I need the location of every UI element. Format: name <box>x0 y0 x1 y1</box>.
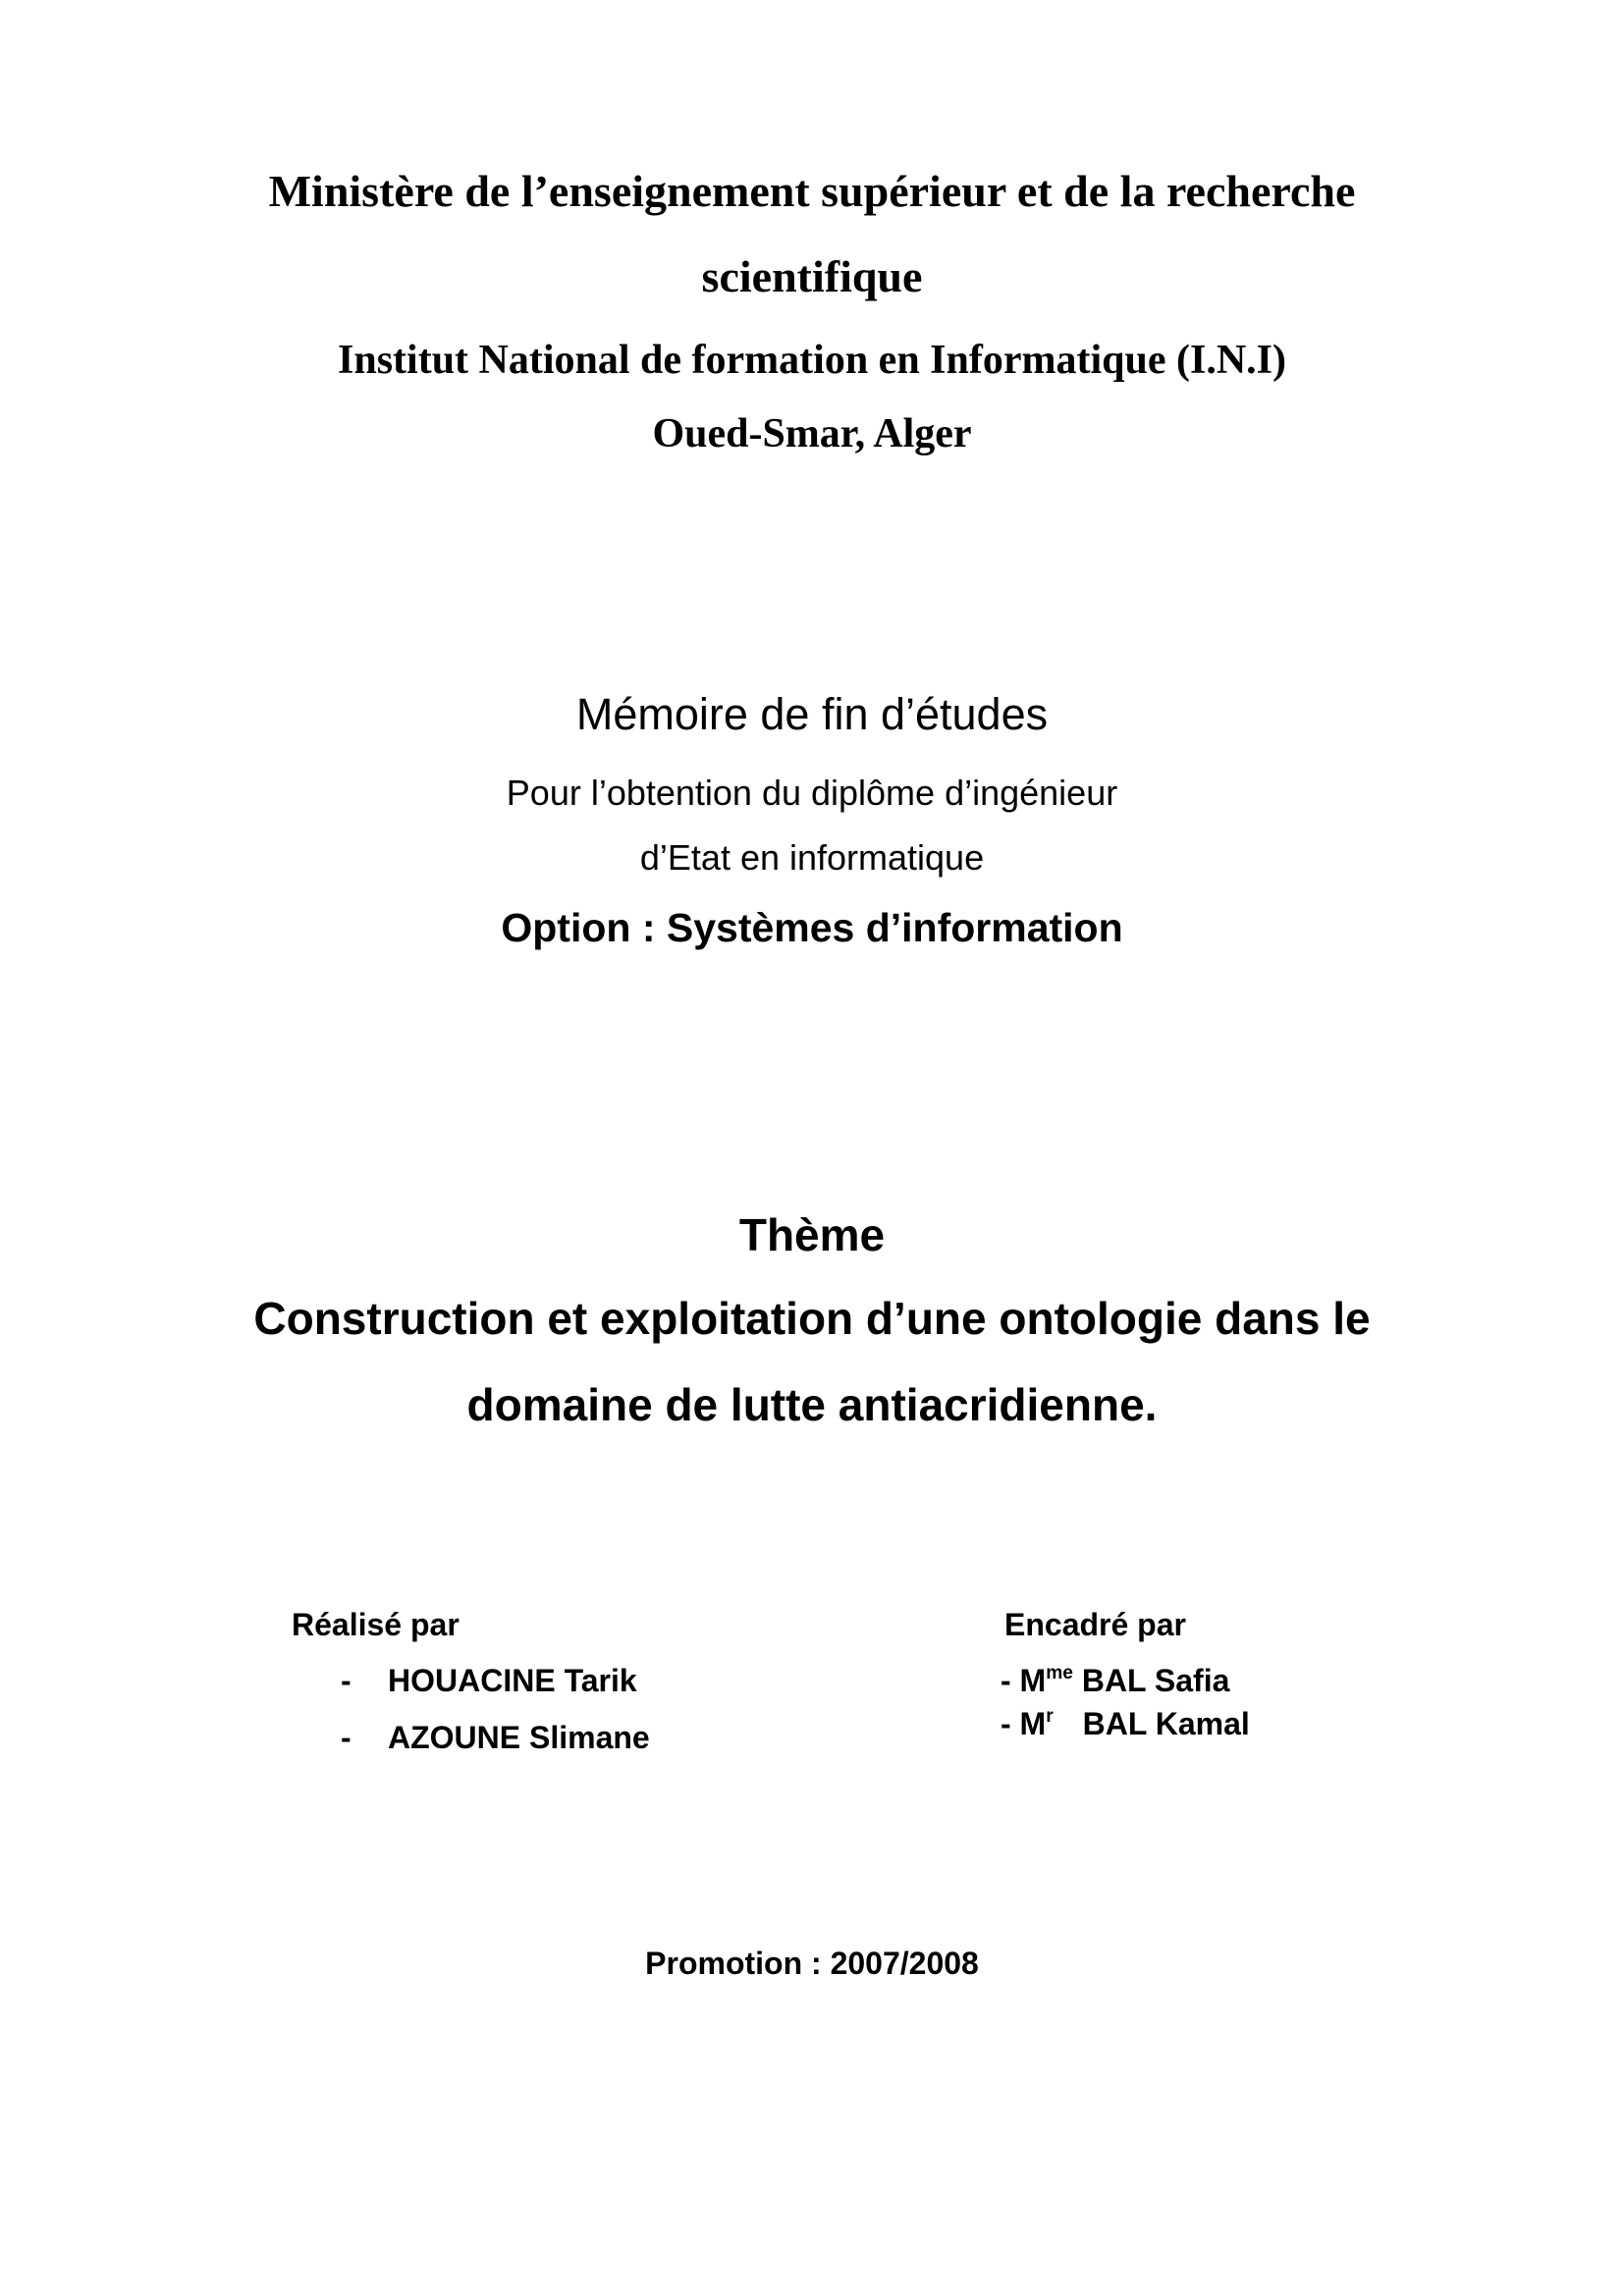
supervisor-entry <box>1001 1706 1250 1742</box>
supervisor-name: BAL Kamal <box>1082 1706 1250 1741</box>
ministry-line-1: Ministère de l’enseignement supérieur et de la recherche <box>268 166 1356 216</box>
supervisor-entry <box>1001 1663 1229 1699</box>
promotion: Promotion : 2007/2008 <box>645 1946 979 1981</box>
theme-title-line-1: Construction et exploitation d’une ontologie dans le <box>253 1293 1371 1344</box>
ministry-line-2: scientifique <box>701 251 923 301</box>
memoire-title: Mémoire de fin d’études <box>575 689 1049 739</box>
authors-heading: Réalisé par <box>292 1607 460 1642</box>
theme-label: Thème <box>738 1209 886 1260</box>
supervisor-title: me <box>1046 1662 1073 1683</box>
supervisor-name: BAL Safia <box>1081 1663 1230 1698</box>
supervisor-prefix: - M <box>1001 1706 1047 1741</box>
supervisor-title: r <box>1046 1705 1054 1727</box>
author-bullet: - <box>341 1720 352 1755</box>
memoire-subtitle-line-1: Pour l’obtention du diplôme d’ingénieur <box>506 773 1118 813</box>
author-name: AZOUNE Slimane <box>388 1720 650 1755</box>
memoire-subtitle-line-2: d’Etat en informatique <box>639 837 985 878</box>
institute-name: Institut National de formation en Informatique (I.N.I) <box>338 338 1286 383</box>
supervisor-prefix: - M <box>1001 1663 1047 1698</box>
supervisors-heading: Encadré par <box>1004 1607 1186 1642</box>
author-bullet: - <box>341 1663 352 1698</box>
memoire-option: Option : Systèmes d’information <box>501 905 1123 950</box>
theme-title-line-2: domaine de lutte antiacridienne. <box>466 1379 1158 1430</box>
institute-location: Oued-Smar, Alger <box>652 411 972 456</box>
author-name: HOUACINE Tarik <box>388 1663 637 1698</box>
